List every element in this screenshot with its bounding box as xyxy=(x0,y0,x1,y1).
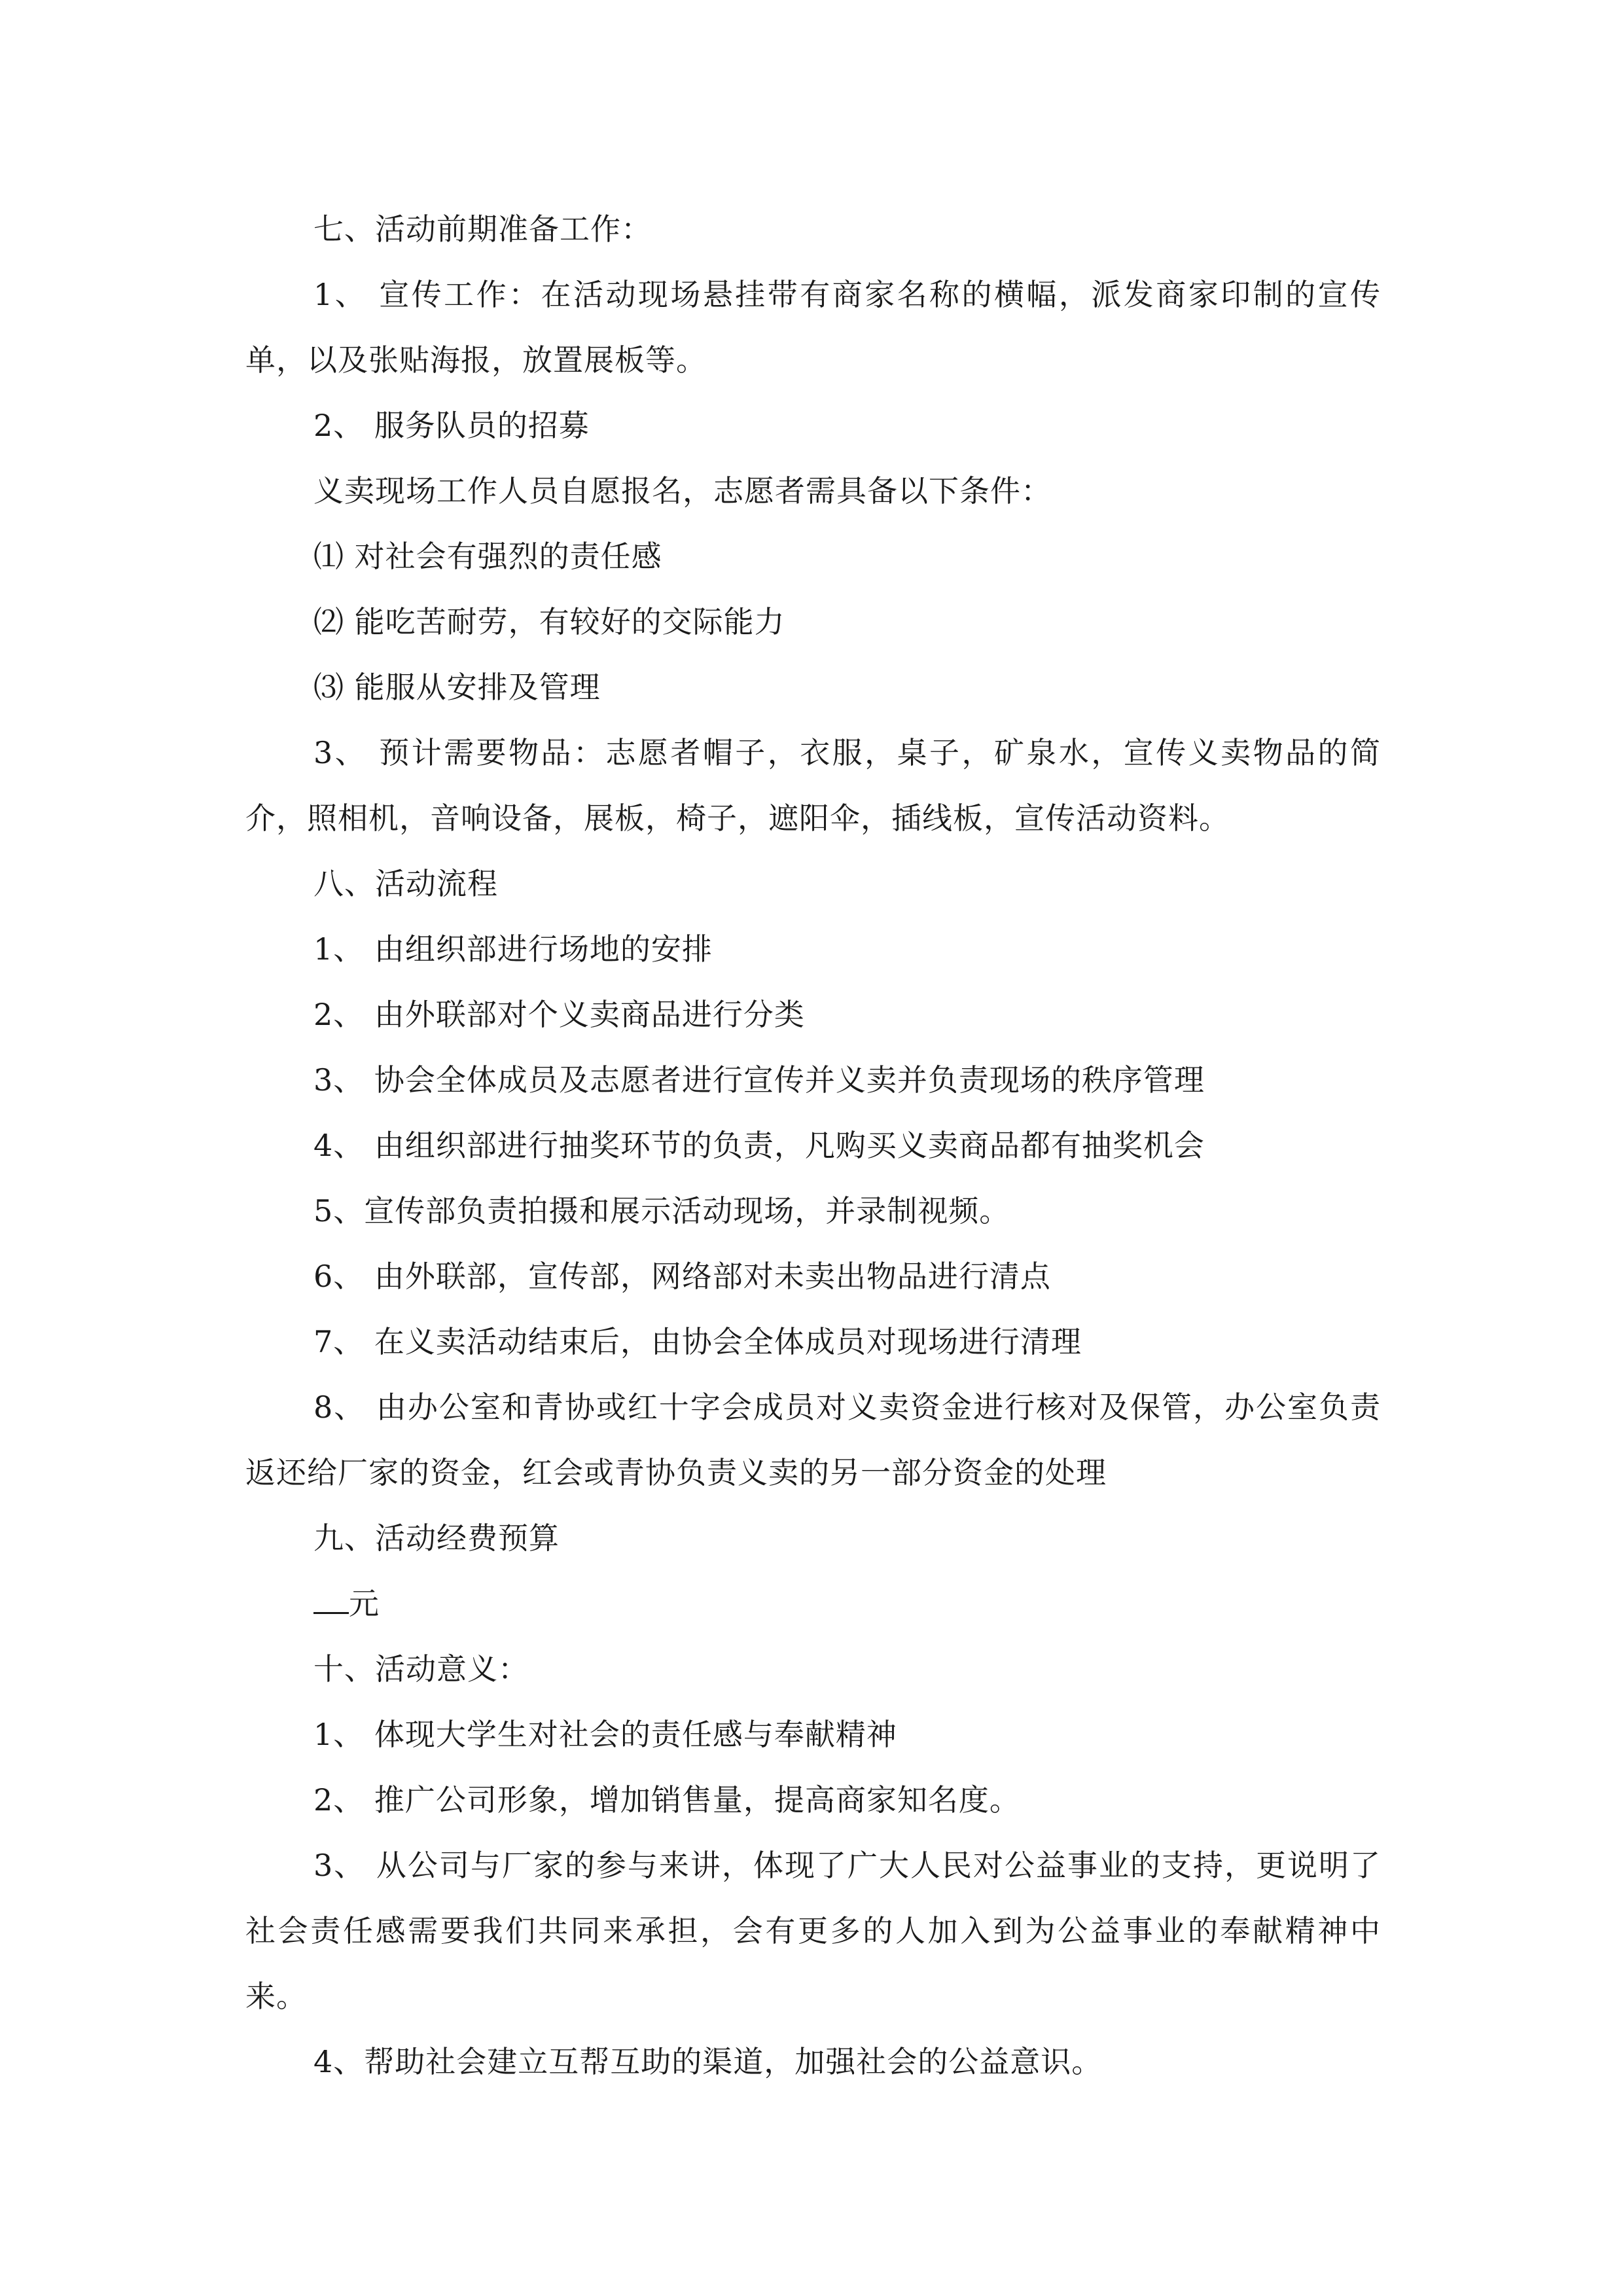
list-item-step-1: 1、 由组织部进行场地的安排 xyxy=(313,931,713,967)
list-item-condition-1: ⑴ 对社会有强烈的责任感 xyxy=(313,539,662,574)
list-item-step-3: 3、 协会全体成员及志愿者进行宣传并义卖并负责现场的秩序管理 xyxy=(313,1062,1205,1098)
budget-blank-line xyxy=(313,1587,349,1614)
budget-unit: 元 xyxy=(349,1586,380,1621)
section-heading-preparation: 七、活动前期准备工作： xyxy=(313,211,652,247)
paragraph-volunteer-requirements: 义卖现场工作人员自愿报名，志愿者需具备以下条件： xyxy=(313,473,1052,509)
list-item-condition-2: ⑵ 能吃苦耐劳，有较好的交际能力 xyxy=(313,604,785,639)
list-item-significance-4: 4、帮助社会建立互帮互助的渠道，加强社会的公益意识。 xyxy=(313,2044,1103,2079)
list-item-step-6: 6、 由外联部，宣传部，网络部对未卖出物品进行清点 xyxy=(313,1259,1051,1294)
budget-amount xyxy=(245,1571,1381,1636)
paragraph-publicity-work: 1、 宣传工作：在活动现场悬挂带有商家名称的横幅，派发商家印制的宣传单，以及张贴海报，放置展板等。 xyxy=(245,277,1381,378)
list-item-step-7: 7、 在义卖活动结束后，由协会全体成员对现场进行清理 xyxy=(313,1324,1082,1359)
list-item-condition-3: ⑶ 能服从安排及管理 xyxy=(313,670,601,705)
document-body xyxy=(245,196,1381,2094)
paragraph-volunteer-recruitment: 2、 服务队员的招募 xyxy=(313,408,590,443)
section-heading-significance: 十、活动意义： xyxy=(313,1651,529,1687)
list-item-step-8: 8、 由办公室和青协或红十字会成员对义卖资金进行核对及保管，办公室负责返还给厂家的资金，红会或青协负责义卖的另一部分资金的处理 xyxy=(245,1390,1381,1490)
list-item-step-4: 4、 由组织部进行抽奖环节的负责，凡购买义卖商品都有抽奖机会 xyxy=(313,1128,1205,1163)
section-heading-budget: 九、活动经费预算 xyxy=(313,1520,560,1556)
list-item-significance-2: 2、 推广公司形象，增加销售量，提高商家知名度。 xyxy=(313,1782,1020,1818)
paragraph-required-items: 3、 预计需要物品：志愿者帽子，衣服，桌子，矿泉水，宣传义卖物品的简介，照相机，音响设备，展板，椅子，遮阳伞，插线板，宣传活动资料。 xyxy=(245,735,1381,836)
list-item-significance-1: 1、 体现大学生对社会的责任感与奉献精神 xyxy=(313,1717,897,1752)
section-heading-process: 八、活动流程 xyxy=(313,866,498,901)
list-item-significance-3: 3、 从公司与厂家的参与来讲，体现了广大人民对公益事业的支持，更说明了社会责任感需要我们共同来承担，会有更多的人加入到为公益事业的奉献精神中来。 xyxy=(245,1848,1381,2014)
list-item-step-5: 5、宣传部负责拍摄和展示活动现场，并录制视频。 xyxy=(313,1193,1010,1229)
list-item-step-2: 2、 由外联部对个义卖商品进行分类 xyxy=(313,997,805,1032)
